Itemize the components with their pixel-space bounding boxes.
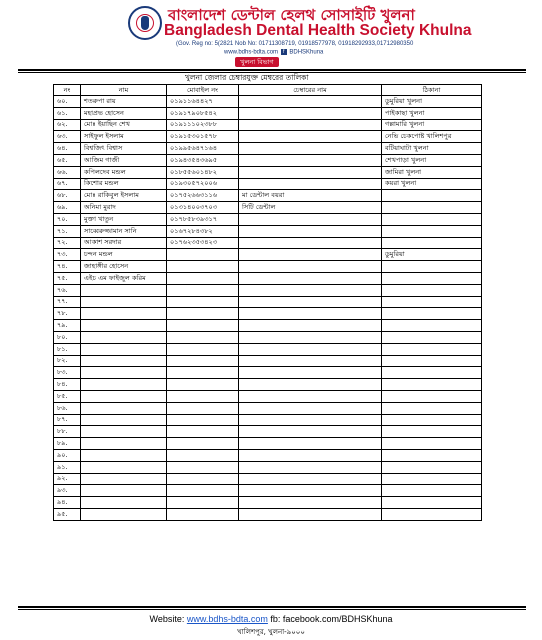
footer-divider [18,606,526,608]
table-body [54,96,482,521]
table-row [54,107,482,119]
cell-mobile: ০১৯১১৬৪৪২৭ [167,96,239,108]
cell-name: আকাশ সরদার [81,237,167,249]
cell-chamber [239,485,382,497]
cell-mobile [167,272,239,284]
cell-name: কপিলদেব মন্ডল [81,166,167,178]
table-row [54,249,482,261]
cell-address: জামিরা খুলনা [382,166,482,178]
cell-serial: ৮১. [54,343,81,355]
cell-name: মোঃ রাকিবুল ইসলাম [81,190,167,202]
cell-address [382,202,482,214]
cell-name [81,284,167,296]
table-row [54,308,482,320]
cell-mobile [167,390,239,402]
cell-mobile: ০১৭৮৫৮৩৯৩১৭ [167,213,239,225]
cell-mobile [167,426,239,438]
cell-serial: ৬৫. [54,154,81,166]
cell-serial: ৮৩. [54,367,81,379]
cell-mobile: ০১৮৫৫৬০১৪৮২ [167,166,239,178]
table-row [54,426,482,438]
cell-address [382,449,482,461]
cell-name: কিশোর মন্ডল [81,178,167,190]
cell-address [382,261,482,273]
cell-mobile [167,414,239,426]
cell-name: মুক্তা খাতুন [81,213,167,225]
cell-address [382,414,482,426]
cell-mobile [167,367,239,379]
cell-address [382,355,482,367]
title-english: Bangladesh Dental Health Society Khulna [164,22,472,39]
cell-mobile [167,379,239,391]
cell-address: শেখপাড়া খুলনা [382,154,482,166]
facebook-icon: f [281,49,287,55]
cell-name [81,296,167,308]
cell-chamber [239,414,382,426]
cell-address [382,438,482,450]
cell-chamber [239,426,382,438]
cell-mobile: ০১৩১৪০০৩৭০৩ [167,202,239,214]
cell-serial: ৭২. [54,237,81,249]
cell-mobile [167,461,239,473]
table-row [54,320,482,332]
cell-address [382,237,482,249]
header-address: ঠিকানা [382,85,482,96]
cell-address [382,225,482,237]
cell-name [81,355,167,367]
cell-address [382,190,482,202]
table-row [54,213,482,225]
cell-address: বটিয়াঘাটা খুলনা [382,143,482,155]
footer-contact [0,614,542,624]
cell-name [81,320,167,332]
table-row [54,367,482,379]
cell-address [382,296,482,308]
cell-chamber [239,119,382,131]
cell-address [382,461,482,473]
table-row [54,438,482,450]
cell-mobile [167,402,239,414]
cell-serial: ৭৫. [54,272,81,284]
cell-serial: ৯৫. [54,508,81,520]
cell-address [382,508,482,520]
cell-chamber [239,166,382,178]
cell-serial: ৮৭. [54,414,81,426]
header-mobile: মোবাইল নং [167,85,239,96]
cell-mobile [167,449,239,461]
header-divider [18,69,526,71]
table-row [54,497,482,509]
footer-divider-thin [18,609,526,610]
cell-serial: ৬৭. [54,178,81,190]
table-row [54,343,482,355]
cell-chamber [239,367,382,379]
cell-name: সাব্বেরুজ্জামান সানি [81,225,167,237]
cell-mobile: ০১৭৬২৩৫৩৪২৩ [167,237,239,249]
cell-mobile [167,355,239,367]
cell-chamber [239,154,382,166]
title-bangla: বাংলাদেশ ডেন্টাল হেলথ সোসাইটি খুলনা [168,6,415,24]
cell-address [382,272,482,284]
cell-name: আজিম গাজী [81,154,167,166]
cell-serial: ৬৩. [54,131,81,143]
cell-serial: ৬৬. [54,166,81,178]
cell-mobile [167,343,239,355]
list-title: খুলনা জেলার চেম্বারযুক্ত মেম্বরের তালিকা [185,73,309,82]
table-row [54,96,482,108]
header-facebook: BDHSKhuna [289,49,324,56]
cell-mobile: ০১৬৭২৮৪৩৮২ [167,225,239,237]
table-row [54,508,482,520]
cell-address [382,367,482,379]
table-row [54,449,482,461]
cell-address [382,320,482,332]
cell-chamber [239,284,382,296]
cell-chamber [239,143,382,155]
cell-address [382,308,482,320]
cell-name [81,426,167,438]
cell-serial: ৬০. [54,96,81,108]
table-row [54,485,482,497]
cell-mobile [167,508,239,520]
cell-chamber [239,438,382,450]
cell-serial: ৯২. [54,473,81,485]
cell-mobile [167,296,239,308]
cell-address [382,331,482,343]
footer-website-link[interactable]: www.bdhs-bdta.com [186,614,268,624]
cell-serial: ৯৩. [54,485,81,497]
cell-serial: ৯১. [54,461,81,473]
table-header-row [54,85,482,96]
cell-name [81,473,167,485]
header-website: www.bdhs-bdta.com [224,49,279,56]
cell-serial: ৬৯. [54,202,81,214]
registration-phone-line: (Gov. Reg no: 5(2821 Nob No: 01711308719, 01918577978, 01918292933,01712980350 [176,41,414,47]
member-table [53,84,482,521]
table-row [54,284,482,296]
cell-mobile: ০১৯১৫৩০১৫৭৮ [167,131,239,143]
cell-name: জাহাঙ্গীর হোসেন [81,261,167,273]
cell-name: মহাপ্রভ হোসেন [81,107,167,119]
cell-name [81,367,167,379]
cell-serial: ৬৮. [54,190,81,202]
cell-address: গল্লামারি খুলনা [382,119,482,131]
cell-serial: ৮২. [54,355,81,367]
cell-name [81,497,167,509]
cell-chamber [239,272,382,284]
table-row [54,190,482,202]
cell-serial: ৬২. [54,119,81,131]
cell-address [382,485,482,497]
cell-address: কয়রা খুলনা [382,178,482,190]
cell-chamber [239,213,382,225]
cell-serial: ৮৫. [54,390,81,402]
cell-chamber [239,320,382,332]
cell-address [382,473,482,485]
cell-address [382,426,482,438]
table-row [54,473,482,485]
cell-mobile [167,320,239,332]
cell-serial: ৮৬. [54,402,81,414]
cell-name [81,485,167,497]
table-row [54,461,482,473]
cell-address: ডুমুরিয়া খুলনা [382,96,482,108]
cell-mobile [167,249,239,261]
cell-name [81,308,167,320]
cell-address [382,402,482,414]
cell-name: চন্দন মন্ডল [81,249,167,261]
table-row [54,379,482,391]
cell-serial: ৭৯. [54,320,81,332]
cell-chamber [239,402,382,414]
footer-website-label: Website: [149,614,187,624]
cell-address [382,390,482,402]
table-row [54,166,482,178]
cell-mobile [167,438,239,450]
cell-name [81,402,167,414]
cell-chamber [239,225,382,237]
table-row [54,296,482,308]
web-facebook-line [224,49,323,56]
cell-serial: ৭৭. [54,296,81,308]
cell-serial: ৭১. [54,225,81,237]
cell-mobile [167,261,239,273]
cell-serial: ৮৪. [54,379,81,391]
header-serial: নং [54,85,81,96]
footer-facebook: fb: facebook.com/BDHSKhuna [267,614,393,624]
cell-mobile: ০১৯৩০৫৭২০০৬ [167,178,239,190]
cell-name [81,390,167,402]
cell-chamber: মা ডেন্টাল বয়রা [239,190,382,202]
cell-mobile: ০১৭৫২৬৬৩১১৬ [167,190,239,202]
division-badge: খুলনা বিভাগ [235,57,279,67]
society-logo-icon [128,6,162,40]
cell-address: নেভি চেকপোষ্ট খালিশপুর [382,131,482,143]
cell-serial: ৮৮. [54,426,81,438]
cell-chamber [239,461,382,473]
cell-mobile [167,308,239,320]
cell-chamber [239,343,382,355]
cell-name [81,343,167,355]
cell-name: মোঃ ইয়াছিন শেখ [81,119,167,131]
cell-chamber [239,355,382,367]
cell-serial: ৯৪. [54,497,81,509]
cell-mobile: ০১৯১১১০২৩৮৮ [167,119,239,131]
cell-address [382,379,482,391]
cell-chamber [239,331,382,343]
cell-serial: ৬৪. [54,143,81,155]
cell-mobile: ০১৯১৭৯০৮৫৪২ [167,107,239,119]
cell-name: অনিমা মুরাদ [81,202,167,214]
cell-chamber [239,449,382,461]
cell-serial: ৬১. [54,107,81,119]
header-name: নাম [81,85,167,96]
footer-address: খালিশপুর, খুলনা-৯০০০ [237,628,305,636]
cell-chamber [239,308,382,320]
cell-name [81,438,167,450]
cell-chamber [239,296,382,308]
cell-serial: ৮০. [54,331,81,343]
cell-chamber [239,508,382,520]
cell-address [382,497,482,509]
table-row [54,202,482,214]
table-row [54,272,482,284]
table-row [54,154,482,166]
cell-mobile [167,497,239,509]
cell-address: ডুমুরিয়া [382,249,482,261]
table-row [54,131,482,143]
cell-mobile: ০১৯৯৫৬৪৭১৬৪ [167,143,239,155]
cell-serial: ৭৩. [54,249,81,261]
cell-mobile: ০১৯৪৩৫৪৩৬৯৫ [167,154,239,166]
table-row [54,237,482,249]
table-row [54,331,482,343]
cell-chamber [239,107,382,119]
cell-chamber [239,237,382,249]
table-row [54,225,482,237]
cell-chamber [239,178,382,190]
table-row [54,143,482,155]
cell-name [81,461,167,473]
cell-serial: ৯০. [54,449,81,461]
table-row [54,414,482,426]
cell-name: এইচ এম ফাইজুল করিম [81,272,167,284]
table-row [54,119,482,131]
table-row [54,390,482,402]
cell-name [81,508,167,520]
cell-mobile [167,485,239,497]
cell-mobile [167,473,239,485]
cell-chamber: সিটি ডেন্টাল [239,202,382,214]
cell-chamber [239,96,382,108]
cell-mobile [167,331,239,343]
cell-serial: ৭০. [54,213,81,225]
cell-name [81,449,167,461]
cell-name [81,331,167,343]
table-row [54,402,482,414]
cell-name: বিশ্বজিৎ বিশ্বাস [81,143,167,155]
table-row [54,355,482,367]
header-chamber: চেম্বারের নাম [239,85,382,96]
cell-address [382,284,482,296]
cell-name: শতরুপা রায় [81,96,167,108]
cell-serial: ৭৬. [54,284,81,296]
cell-chamber [239,261,382,273]
cell-name [81,379,167,391]
cell-chamber [239,497,382,509]
table-row [54,261,482,273]
cell-chamber [239,379,382,391]
cell-serial: ৭৪. [54,261,81,273]
cell-chamber [239,390,382,402]
cell-address [382,213,482,225]
cell-name: সাইফুল ইসলাম [81,131,167,143]
cell-address [382,343,482,355]
cell-chamber [239,249,382,261]
cell-address: পাইকাছা খুলনা [382,107,482,119]
table-row [54,178,482,190]
cell-serial: ৮৯. [54,438,81,450]
cell-name [81,414,167,426]
cell-mobile [167,284,239,296]
cell-chamber [239,473,382,485]
cell-serial: ৭৮. [54,308,81,320]
cell-chamber [239,131,382,143]
